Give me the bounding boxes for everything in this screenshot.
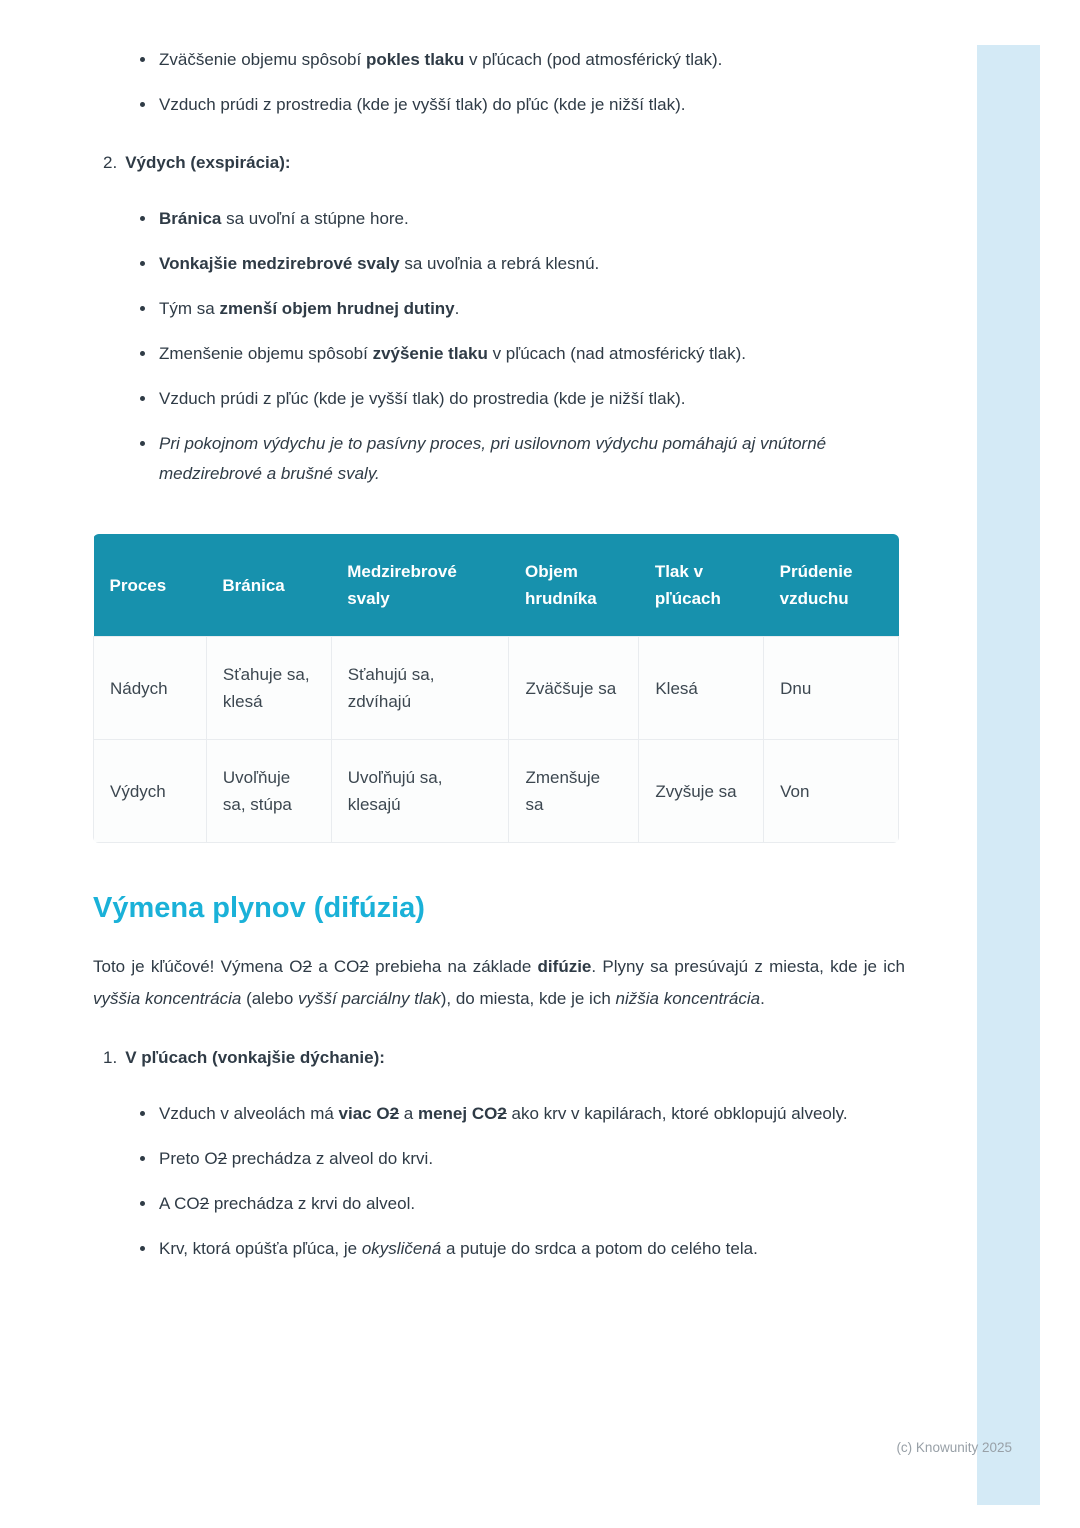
text-segment: . Plyny sa presúvajú z miesta, kde je ich <box>591 957 905 976</box>
bold-text: viac O <box>338 1104 390 1123</box>
table-header-row <box>94 534 899 637</box>
section-number: 1. <box>103 1048 118 1067</box>
table-cell: Uvoľňuje sa, stúpa <box>206 740 331 843</box>
italic-text: vyššia koncentrácia <box>93 989 242 1008</box>
text-segment: 2 <box>217 1149 228 1168</box>
bullet-item <box>157 339 905 369</box>
bullet-item <box>157 249 905 279</box>
bold-text: menej CO <box>417 1104 498 1123</box>
gas-exchange-paragraph <box>93 951 905 1015</box>
text-segment: Krv, ktorá opúšťa pľúca, je <box>159 1239 362 1258</box>
text-segment: a putuje do srdca a potom do celého tela. <box>441 1239 758 1258</box>
text-segment: Vzduch prúdi z prostredia (kde je vyšší tlak) do pľúc (kde je nižší tlak). <box>159 95 686 114</box>
italic-text: okysličená <box>361 1239 442 1258</box>
text-segment: Vzduch v alveolách má <box>159 1104 339 1123</box>
text-segment: (alebo <box>241 989 299 1008</box>
italic-text: vyšší parciálny tlak <box>298 989 441 1008</box>
bold-text: zmenší objem hrudnej dutiny <box>219 299 455 318</box>
bold-text: zvýšenie tlaku <box>372 344 488 363</box>
section-title: V pľúcach (vonkajšie dýchanie): <box>125 1048 385 1067</box>
table-header <box>94 534 899 637</box>
column-header: Prúdenie vzduchu <box>764 534 899 637</box>
bold-text: 2 <box>389 1104 400 1123</box>
bullet-item <box>157 90 905 120</box>
section-title: Výdych (exspirácia): <box>125 153 291 172</box>
table-cell: Klesá <box>639 637 764 740</box>
table-cell: Uvoľňujú sa, klesajú <box>331 740 509 843</box>
document-content <box>93 45 905 1264</box>
table-cell: Dnu <box>764 637 899 740</box>
table-cell: Sťahuje sa, klesá <box>206 637 331 740</box>
exhale-bullets-list <box>93 204 905 489</box>
text-segment: 2 <box>359 957 369 976</box>
table-cell: Zvyšuje sa <box>639 740 764 843</box>
italic-text: nižšia koncentrácia <box>615 989 761 1008</box>
side-strip <box>977 45 1040 1505</box>
text-segment: a <box>399 1104 418 1123</box>
italic-text: Pri pokojnom výdychu je to pasívny proces, pri usilovnom výdychu pomáhajú aj vnútorné medzirebrové a brušné svaly. <box>159 434 827 483</box>
bullet-item <box>157 1234 905 1264</box>
gas-exchange-heading: Výmena plynov (difúzia) <box>93 892 425 924</box>
text-segment: ), do miesta, kde je ich <box>440 989 616 1008</box>
text-segment: . <box>454 299 460 318</box>
text-segment: ako krv v kapilárach, ktoré obklopujú alveoly. <box>506 1104 848 1123</box>
bold-text: Bránica <box>159 209 222 228</box>
bullet-item <box>157 1189 905 1219</box>
text-segment: a CO <box>311 957 360 976</box>
breathing-process-table-wrap <box>93 534 899 843</box>
column-header: Tlak v pľúcach <box>639 534 764 637</box>
text-segment: sa uvoľní a stúpne hore. <box>221 209 409 228</box>
text-segment: Vzduch prúdi z pľúc (kde je vyšší tlak) do prostredia (kde je nižší tlak). <box>159 389 686 408</box>
bullet-item <box>157 384 905 414</box>
text-segment: sa uvoľnia a rebrá klesnú. <box>399 254 600 273</box>
table-cell: Zväčšuje sa <box>509 637 639 740</box>
bold-text: difúzie <box>537 957 592 976</box>
table-body <box>94 637 899 843</box>
inhale-bullets-list <box>93 45 905 120</box>
table-row <box>94 637 899 740</box>
table-cell: Von <box>764 740 899 843</box>
table-cell: Výdych <box>94 740 207 843</box>
section-number: 2. <box>103 153 118 172</box>
bold-text: Vonkajšie medzirebrové svaly <box>159 254 400 273</box>
text-segment: 2 <box>302 957 312 976</box>
bullet-item <box>157 204 905 234</box>
text-segment: Zväčšenie objemu spôsobí <box>159 50 366 69</box>
text-segment: Preto O <box>159 1149 218 1168</box>
lungs-bullets-list <box>93 1099 905 1264</box>
text-segment: v pľúcach (nad atmosférický tlak). <box>487 344 747 363</box>
text-segment: prechádza z krvi do alveol. <box>209 1194 416 1213</box>
text-segment: v pľúcach (pod atmosférický tlak). <box>464 50 723 69</box>
watermark: (c) Knowunity 2025 <box>896 1440 1012 1455</box>
section-lungs-heading <box>103 1045 905 1071</box>
text-segment: Zmenšenie objemu spôsobí <box>159 344 373 363</box>
bullet-item <box>157 294 905 324</box>
bullet-item <box>157 45 905 75</box>
column-header: Bránica <box>206 534 331 637</box>
bullet-item <box>157 429 905 489</box>
text-segment: A CO <box>159 1194 200 1213</box>
text-segment: . <box>760 989 765 1008</box>
text-segment: Tým sa <box>159 299 220 318</box>
table-cell: Nádych <box>94 637 207 740</box>
table-row <box>94 740 899 843</box>
bold-text: pokles tlaku <box>365 50 465 69</box>
text-segment: prechádza z alveol do krvi. <box>227 1149 434 1168</box>
text-segment: prebieha na základe <box>368 957 538 976</box>
bullet-item <box>157 1099 905 1129</box>
bullet-item <box>157 1144 905 1174</box>
table-cell: Zmenšuje sa <box>509 740 639 843</box>
column-header: Proces <box>94 534 207 637</box>
section-exhale-heading <box>103 150 905 176</box>
column-header: Medzirebrové svaly <box>331 534 509 637</box>
text-segment: Toto je kľúčové! Výmena O <box>93 957 303 976</box>
bold-text: 2 <box>497 1104 507 1123</box>
column-header: Objem hrudníka <box>509 534 639 637</box>
table-cell: Sťahujú sa, zdvíhajú <box>331 637 509 740</box>
text-segment: 2 <box>199 1194 210 1213</box>
breathing-process-table <box>93 534 899 843</box>
